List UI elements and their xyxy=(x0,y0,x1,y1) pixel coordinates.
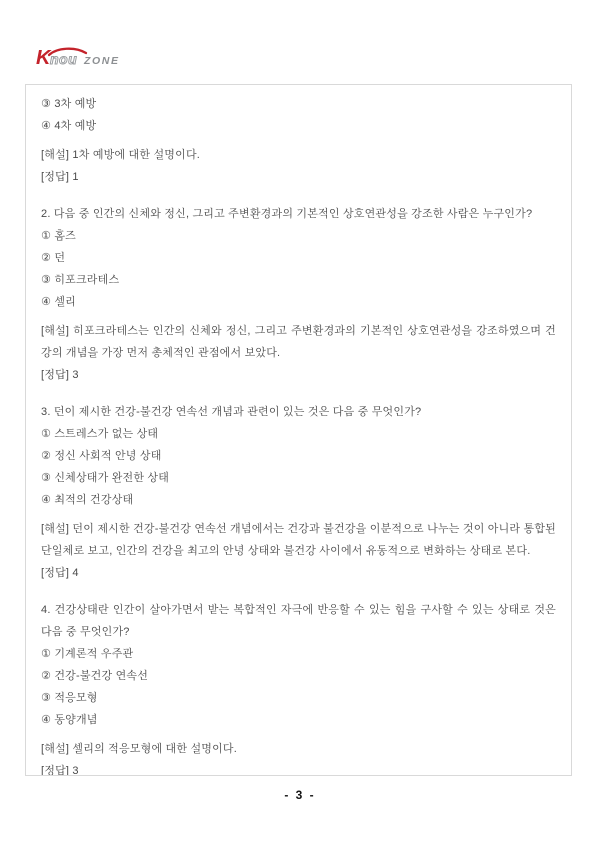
answer-text: [정답] 3 xyxy=(41,765,79,776)
answer-option: ③ 히포크라테스 xyxy=(41,274,120,286)
logo-letter-k: K xyxy=(36,47,51,69)
knouzone-logo xyxy=(36,46,128,70)
answer-option: ② 정신 사회적 안녕 상태 xyxy=(41,450,162,462)
answer-option: ④ 셀리 xyxy=(41,296,76,308)
answer-text: [정답] 3 xyxy=(41,369,79,381)
answer-text: [정답] 1 xyxy=(41,171,79,183)
question-title: 4. 건강상태란 인간이 살아가면서 받는 복합적인 자극에 반응할 수 있는 힘을 구사할 수 있는 상태로 것은 다음 중 무엇인가? xyxy=(41,604,556,638)
answer-option: ③ 3차 예방 xyxy=(41,98,97,110)
answer-option: ② 던 xyxy=(41,252,66,264)
logo-letters-zone: ZONE xyxy=(84,55,120,67)
answer-text: [정답] 4 xyxy=(41,567,79,579)
question-title: 3. 던이 제시한 건강-불건강 연속선 개념과 관련이 있는 것은 다음 중 무엇인가? xyxy=(41,406,422,418)
answer-option: ④ 동양개념 xyxy=(41,714,98,726)
answer-option: ① 기계론적 우주관 xyxy=(41,648,134,660)
explanation-text: [해설] 히포크라테스는 인간의 신체와 정신, 그리고 주변환경과의 기본적인 상호연관성을 강조하였으며 건강의 개념을 가장 먼저 총체적인 관점에서 보았다. xyxy=(41,325,556,359)
answer-option: ④ 4차 예방 xyxy=(41,120,97,132)
knouzone-logo-graphic xyxy=(36,46,128,70)
question-block-4 xyxy=(41,599,556,776)
explanation-text: [해설] 셀리의 적응모형에 대한 설명이다. xyxy=(41,743,238,755)
answer-option: ② 건강-불건강 연속선 xyxy=(41,670,149,682)
answer-option: ① 스트레스가 없는 상태 xyxy=(41,428,159,440)
answer-option: ④ 최적의 건강상태 xyxy=(41,494,134,506)
page-number: - 3 - xyxy=(284,788,316,802)
answer-option: ③ 적응모형 xyxy=(41,692,98,704)
answer-option: ① 홈즈 xyxy=(41,230,76,242)
explanation-text: [해설] 1차 예방에 대한 설명이다. xyxy=(41,149,201,161)
content-box xyxy=(25,84,572,776)
explanation-text: [해설] 던이 제시한 건강-불건강 연속선 개념에서는 건강과 불건강을 이분적으로 나누는 것이 아니라 통합된 단일체로 보고, 인간의 건강을 최고의 안녕 상태와 불건강 사이에서 유동적으로 변화하는 상태로 본다. xyxy=(41,523,556,557)
question-block-3 xyxy=(41,401,556,584)
question-title: 2. 다음 중 인간의 신체와 정신, 그리고 주변환경과의 기본적인 상호연관성을 강조한 사람은 누구인가? xyxy=(41,208,533,220)
question-1-fragment xyxy=(41,93,556,188)
answer-option: ③ 신체상태가 완전한 상태 xyxy=(41,472,170,484)
logo-letters-nou: nou xyxy=(50,51,78,67)
question-block-2 xyxy=(41,203,556,386)
